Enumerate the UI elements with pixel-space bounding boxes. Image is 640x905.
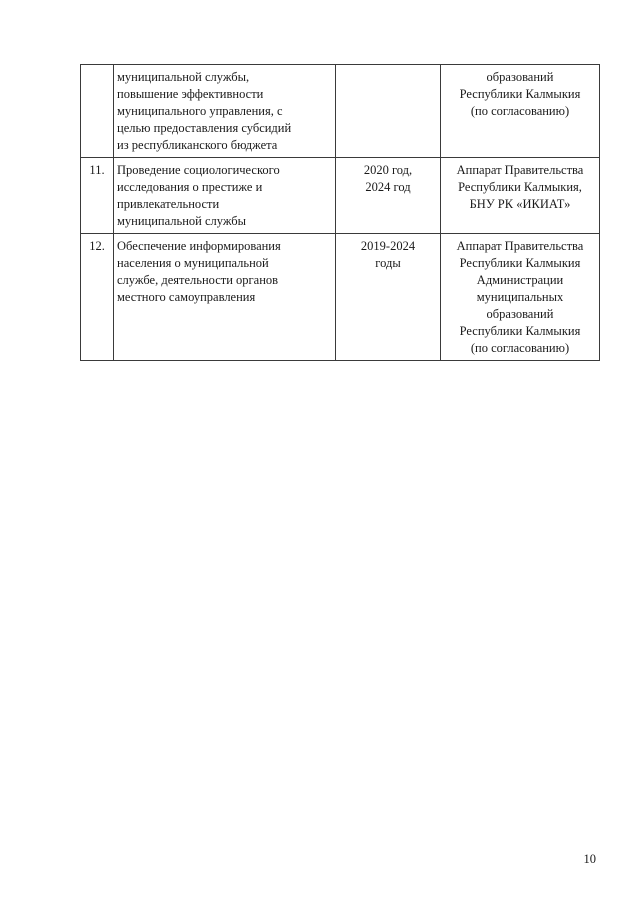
event-cell-line: службе, деятельности органов — [117, 273, 279, 287]
table-row — [81, 65, 600, 158]
row-number-cell — [81, 65, 114, 158]
event-cell-line: исследования о престиже и — [117, 180, 263, 194]
executor-cell-line: Республики Калмыкия — [459, 87, 581, 101]
executor-cell-line: Аппарат Правительства — [456, 163, 584, 177]
event-cell-line: из республиканского бюджета — [117, 138, 278, 152]
executor-cell-line: Администрации — [476, 273, 564, 287]
term-cell-line: 2020 год, — [363, 163, 413, 177]
executor-cell — [441, 65, 600, 158]
executor-cell-line: Республики Калмыкия, — [458, 180, 582, 194]
term-cell — [336, 65, 441, 158]
term-cell — [336, 158, 441, 234]
executor-cell-line: Республики Калмыкия — [459, 256, 581, 270]
executor-cell — [441, 234, 600, 361]
activities-table-body — [81, 65, 600, 361]
term-cell — [336, 234, 441, 361]
table-row — [81, 234, 600, 361]
event-cell-line: муниципальной службы — [117, 214, 247, 228]
event-cell — [114, 234, 336, 361]
event-cell-line: целью предоставления субсидий — [117, 121, 292, 135]
table-row — [81, 158, 600, 234]
executor-cell-line: Республики Калмыкия — [459, 324, 581, 338]
executor-cell-line: образований — [486, 307, 554, 321]
executor-cell-line: (по согласованию) — [470, 341, 570, 355]
event-cell-line: муниципальной службы, — [117, 70, 250, 84]
activities-table — [80, 64, 600, 361]
event-cell — [114, 158, 336, 234]
term-cell-line: годы — [375, 256, 401, 270]
event-cell-line: повышение эффективности — [117, 87, 264, 101]
term-cell-line: 2019-2024 — [360, 239, 416, 253]
executor-cell-line: муниципальных — [476, 290, 564, 304]
event-cell-line: Проведение социологического — [117, 163, 280, 177]
executor-cell-line: (по согласованию) — [470, 104, 570, 118]
executor-cell — [441, 158, 600, 234]
event-cell-line: населения о муниципальной — [117, 256, 269, 270]
row-number-cell: 11. — [81, 158, 114, 234]
event-cell-line: муниципального управления, с — [117, 104, 283, 118]
row-number-cell: 12. — [81, 234, 114, 361]
event-cell — [114, 65, 336, 158]
term-cell-line: 2024 год — [365, 180, 411, 194]
event-cell-line: привлекательности — [117, 197, 220, 211]
event-cell-line: местного самоуправления — [117, 290, 256, 304]
executor-cell-line: образований — [486, 70, 554, 84]
event-cell-line: Обеспечение информирования — [117, 239, 281, 253]
page-number: 10 — [583, 852, 596, 866]
executor-cell-line: БНУ РК «ИКИАТ» — [469, 197, 571, 211]
executor-cell-line: Аппарат Правительства — [456, 239, 584, 253]
